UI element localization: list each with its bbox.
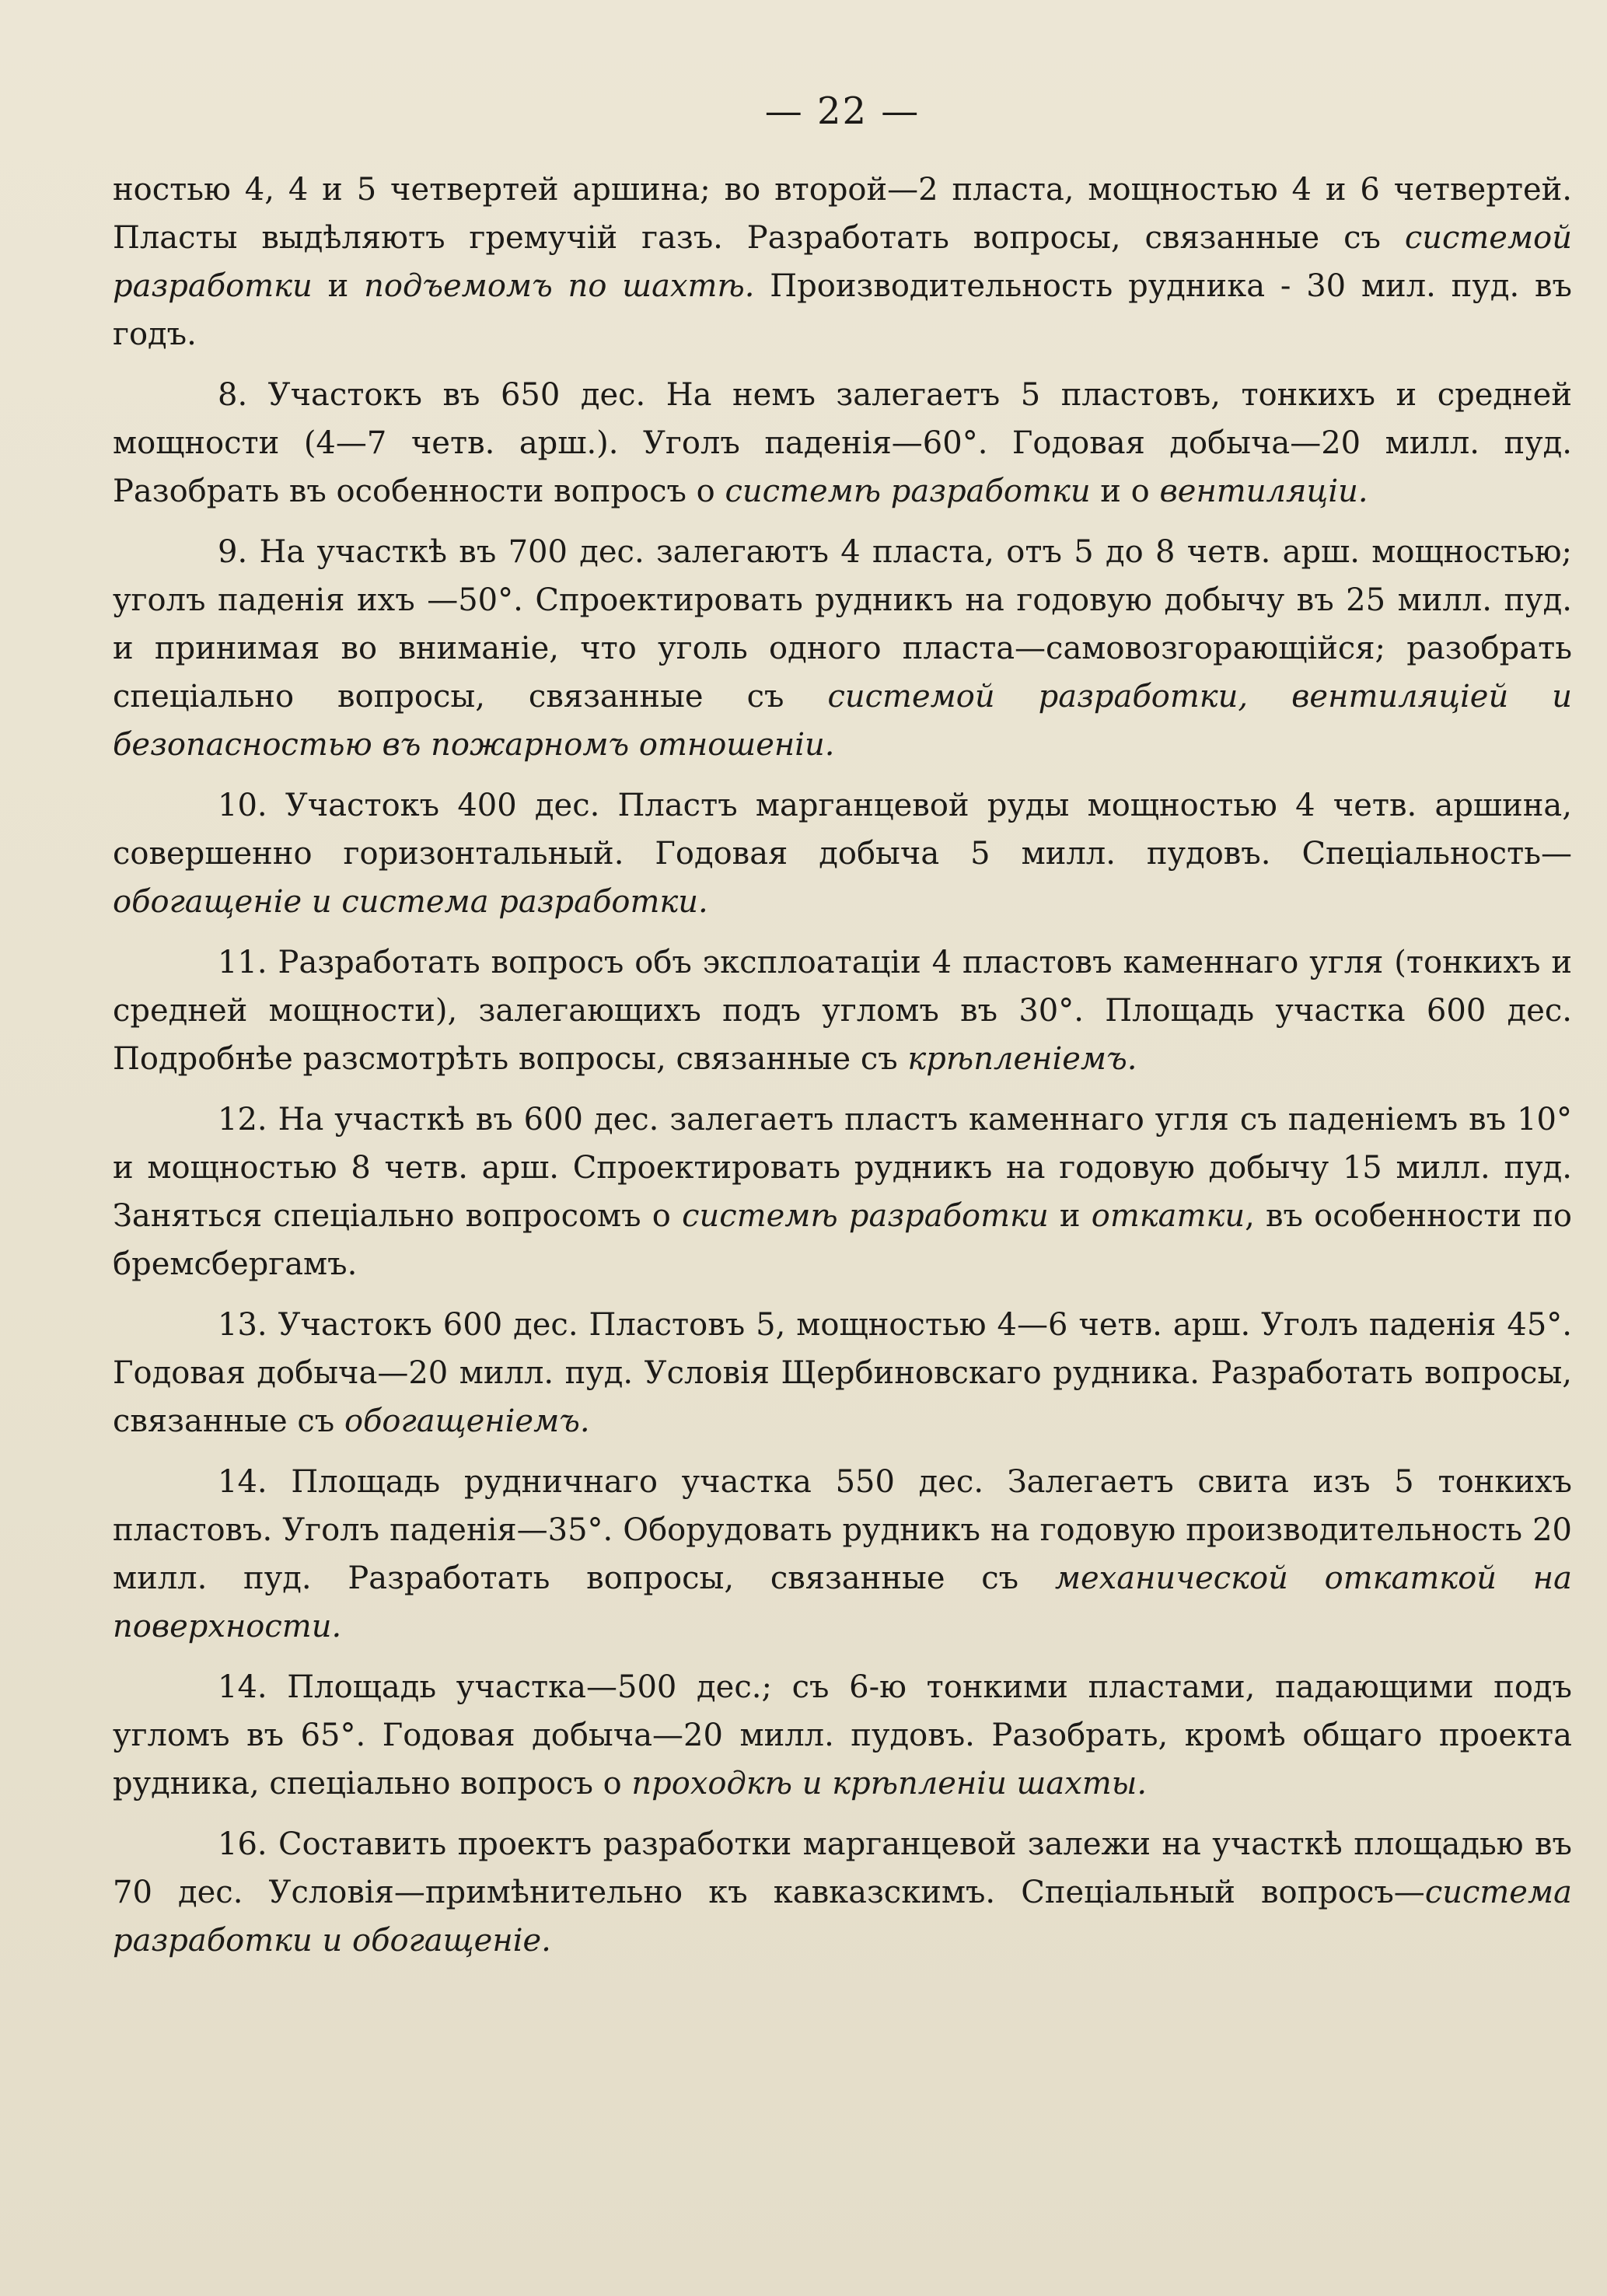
text-run: 16. Составить проектъ разработки марганцевой залежи на участкѣ площадью въ 70 дес. Условія—примѣнительно къ кавказскимъ. Спеціальный вопросъ— [113, 1826, 1572, 1910]
italic-text: откатки [1091, 1198, 1245, 1234]
paragraph [113, 1458, 1572, 1651]
paragraph [113, 371, 1572, 515]
italic-text: механической откаткой на поверхности. [113, 1560, 1572, 1644]
italic-text: системой разработки, вентиляціей и безопасностью въ пожарномъ отношеніи. [113, 679, 1572, 763]
text-run: ностью 4, 4 и 5 четвертей аршина; во второй—2 пласта, мощностью 4 и 6 четвертей. Пласты выдѣляютъ гремучій газъ. Разработать вопросы, связанные съ [113, 172, 1572, 256]
paragraph [113, 1301, 1572, 1445]
text-run: , въ особенности по бремсбергамъ. [113, 1198, 1573, 1282]
italic-text: системѣ разработки [682, 1198, 1049, 1234]
paragraph [113, 528, 1572, 769]
text-run: 11. Разработать вопросъ объ эксплоатаціи 4 пластовъ каменнаго угля (тонкихъ и средней мощности), залегающихъ подъ угломъ въ 30°. Площадь участка 600 дес. Подробнѣе разсмотрѣть вопросы, связанные съ [113, 945, 1572, 1077]
text-run: и [1048, 1198, 1092, 1234]
text-run: Производительность рудника - 30 мил. пуд. въ годъ. [113, 268, 1573, 352]
italic-text: системой разработки [113, 220, 1572, 304]
italic-text: обогащеніемъ. [344, 1403, 590, 1439]
text-run: и о [1090, 474, 1160, 509]
italic-text: проходкѣ и крѣпленіи шахты. [631, 1766, 1148, 1802]
text-run: 10. Участокъ 400 дес. Пластъ марганцевой руды мощностью 4 четв. аршина, совершенно горизонтальный. Годовая добыча 5 милл. пудовъ. Спеціальность— [113, 788, 1572, 872]
text-run: 13. Участокъ 600 дес. Пластовъ 5, мощностью 4—6 четв. арш. Уголъ паденія 45°. Годовая добыча—20 милл. пуд. Условія Щербиновскаго рудника. Разработать вопросы, связанные съ [113, 1307, 1572, 1439]
text-run: 12. На участкѣ въ 600 дес. залегаетъ пластъ каменнаго угля съ паденіемъ въ 10° и мощностью 8 четв. арш. Спроектировать рудникъ на годовую добычу 15 милл. пуд. Заняться спеціально вопросомъ о [113, 1102, 1572, 1234]
paragraph [113, 1663, 1572, 1808]
italic-text: подъемомъ по шахтѣ. [364, 268, 755, 304]
page-number: — 22 — [764, 89, 921, 133]
italic-text: система разработки и обогащеніе. [113, 1875, 1572, 1959]
italic-text: вентиляціи. [1159, 474, 1368, 509]
text-run: 9. На участкѣ въ 700 дес. залегаютъ 4 пласта, отъ 5 до 8 четв. арш. мощностью; уголъ паденія ихъ —50°. Спроектировать рудникъ на годовую добычу въ 25 милл. пуд. и принимая во вниманіе, что уголь одного пласта—самовозгорающійся; разобрать спеціально вопросы, связанные съ [113, 534, 1572, 715]
text-run: 14. Площадь рудничнаго участка 550 дес. Залегаетъ свита изъ 5 тонкихъ пластовъ. Уголъ паденія—35°. Оборудовать рудникъ на годовую производительность 20 милл. пуд. Разработать вопросы, связанные съ [113, 1464, 1572, 1596]
paragraph [113, 166, 1572, 358]
paragraph [113, 781, 1572, 926]
paragraph [113, 1096, 1572, 1288]
paragraph [113, 1820, 1572, 1965]
text-run: 14. Площадь участка—500 дес.; съ 6-ю тонкими пластами, падающими подъ угломъ въ 65°. Годовая добыча—20 милл. пудовъ. Разобрать, кромѣ общаго проекта рудника, спеціально вопросъ о [113, 1669, 1572, 1802]
paragraph [113, 938, 1572, 1083]
text-run: 8. Участокъ въ 650 дес. На немъ залегаетъ 5 пластовъ, тонкихъ и средней мощности (4—7 четв. арш.). Уголъ паденія—60°. Годовая добыча—20 милл. пуд. Разобрать въ особенности вопросъ о [113, 377, 1572, 509]
body-text [113, 166, 1572, 1965]
italic-text: обогащеніе и система разработки. [113, 884, 708, 920]
italic-text: системѣ разработки [725, 474, 1091, 509]
text-run: и [312, 268, 365, 304]
italic-text: крѣпленіемъ. [907, 1041, 1137, 1077]
